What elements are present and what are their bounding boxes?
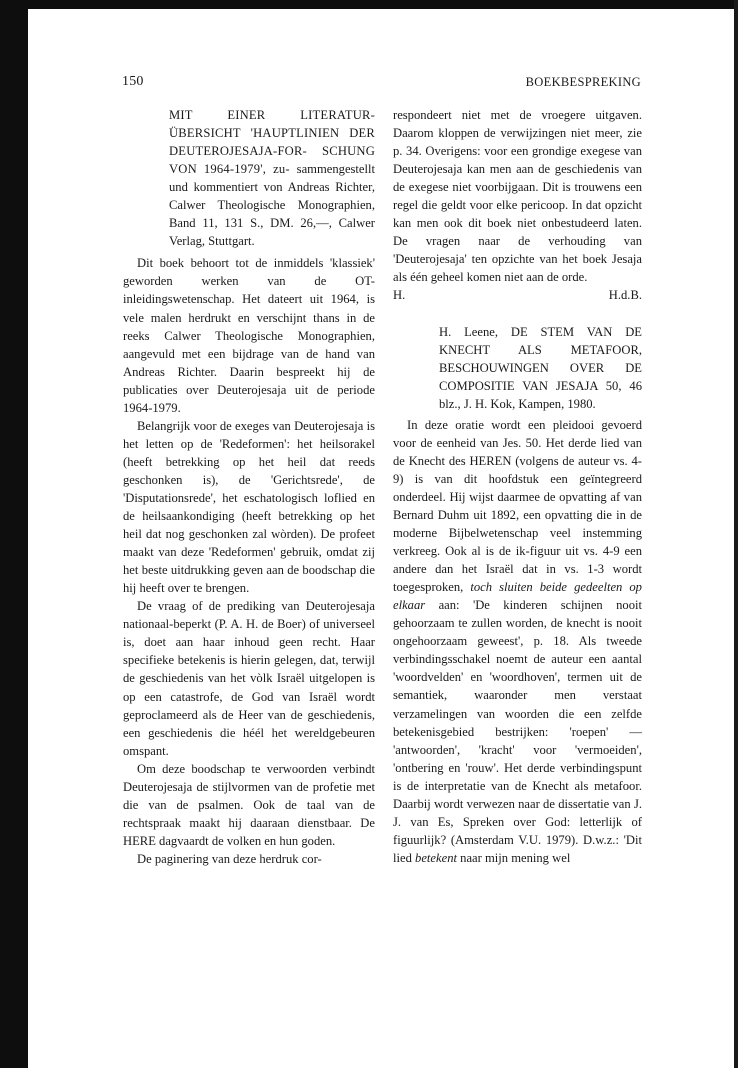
scan-border-left [0, 0, 28, 1068]
review1-paragraph-continued: respondeert niet met de vroegere uitgaven. Daarom kloppen de verwijzingen niet meer, zie p. 34. Overigens: voor een grondige exegese van Deuterojesaja kan men aan de geschiedenis van de exegese niet voorbijgaan. Dit is trouwens een regel die geldt voor elke pericoop. In dat opzicht kan men ook dit boek niet onbestudeerd laten. De vragen naar de verhouding van 'Deuterojesaja' ten opzichte van het boek Jesaja als één geheel komen niet aan de orde. [393, 108, 642, 285]
review1-paragraph: De vraag of de prediking van Deuterojesaja nationaal-beperkt (P. A. H. de Boer) of universeel is, doet aan haar inhoud geen recht. Haar specifieke betekenis is hierin gelegen, dat, terwijl de geschiedenis van het vòlk Israël uitgelopen is op een catastrofe, de God van Israël wordt geproclameerd als de Heer van de geschiedenis, een geschiedenis die héél het wereldgebeuren omspant. [123, 599, 375, 758]
review1-paragraph: Belangrijk voor de exeges van Deuterojesaja is het letten op de 'Redeformen': het heilsorakel (heeft betrekking op het heil dat reeds geschonken is), de 'Gerichtsrede', de 'Disputationsrede', het eschatologisch loflied en de heilsaankondiging (heeft betrekking op het heil dat nog geschonken zal wòrden). De profeet maakt van deze 'Redeformen' gebruik, omdat zij het beste uitdrukking geven aan de boodschap die hij heeft over te brengen. [123, 418, 375, 596]
review1-heading [123, 106, 375, 250]
review1-paragraph: Om deze boodschap te verwoorden verbindt Deuterojesaja de stijlvormen van de profetie met die van de psalmen. Ook de taal van de rechtspraak maakt hij daaraan dienstbaar. De HERE dagvaardt de volken en hun goden. [123, 761, 375, 848]
review1-signature [393, 286, 642, 304]
review2-text: aan: 'De kinderen schijnen nooit gehoorzaam te zullen worden, de knecht is nooit ongehoorzaam geweest', p. 18. Als tweede verbindingsschakel noemt de auteur een aantal 'woordvelden' en 'woordhoven', termen uit de semantiek, waaronder men verstaat verzamelingen van woorden die een zelfde betekenisgebied bestrijken: 'roepen' — 'antwoorden', 'kracht' voor 'vermoeiden', 'ontbering en 'rouw'. Het derde verbindingspunt is de interpretatie van de Knecht als metafoor. Daarbij wordt verwezen naar de dissertatie van J. J. van Es, Spreken over God: letterlijk of figuurlijk? (Amsterdam V.U. 1979). D.w.z.: 'Dit lied [393, 598, 642, 865]
right-column [393, 106, 642, 867]
review2-text: In deze oratie wordt een pleidooi gevoerd voor de eenheid van Jes. 50. Het derde lied van de Knecht des HEREN (volgens de auteur vs. 4-9) is van dit hoofdstuk een geïntegreerd onderdeel. Hij wijst daarmee de opvatting af van Bernard Duhm uit 1892, een opvatting die in de moderne Bijbelwetenschap veel instemming verkreeg. Ook al is de ik-figuur uit vs. 4-9 een andere dan het Israël dat in vs. 1-3 wordt toegesproken, [393, 417, 642, 595]
review1-heading-line: ÜBERSICHT 'HAUPTLINIEN [169, 126, 340, 141]
review2-emphasis: betekent [415, 850, 457, 865]
left-column [123, 106, 375, 868]
review1-heading-line: MIT EINER LITERATUR- [169, 108, 375, 122]
review2-text: naar mijn mening wel [457, 850, 571, 865]
review2-paragraph [393, 416, 642, 867]
review1-heading-rest: sammengestellt und kommentiert von Andreas Richter, Calwer Theologische Monographien, Band 11, 131 S., DM. 26,—, Calwer Verlag, Stuttgart. [169, 162, 376, 249]
review2-emphasis: toch sluiten beide gedeelten op elkaar [393, 580, 642, 613]
review1-heading-line: DER DEUTEROJESAJA-FOR- [169, 126, 375, 159]
review1-paragraph: De paginering van deze herdruk cor- [137, 851, 322, 866]
page-number: 150 [122, 74, 144, 89]
signature-author: H.d.B. [608, 288, 642, 303]
scan-border-right [734, 0, 738, 1068]
signature-initial: H. [393, 288, 406, 303]
running-head: BOEKBESPREKING [525, 75, 641, 89]
review2-heading: H. Leene, DE STEM VAN DE KNECHT ALS METAFOOR, BESCHOUWINGEN OVER DE COMPOSITIE VAN JESAJA 50, 46 blz., J. H. Kok, Kampen, 1980. [439, 324, 642, 411]
review1-paragraph: Dit boek behoort tot de inmiddels 'klassiek' geworden werken van de OT-inleidingswetenschap. Het dateert uit 1964, is vele malen herdrukt en verschijnt thans in de reeks Calwer Theologische Monographien, aangevuld met een bijdrage van de hand van Andreas Richter. Daarin bespreekt hij de publicaties over Deuterojesaja uit de periode 1964-1979. [123, 256, 375, 415]
review1-heading-line: SCHUNG VON 1964-1979', zu- [169, 144, 375, 177]
scan-border-top [28, 0, 738, 9]
